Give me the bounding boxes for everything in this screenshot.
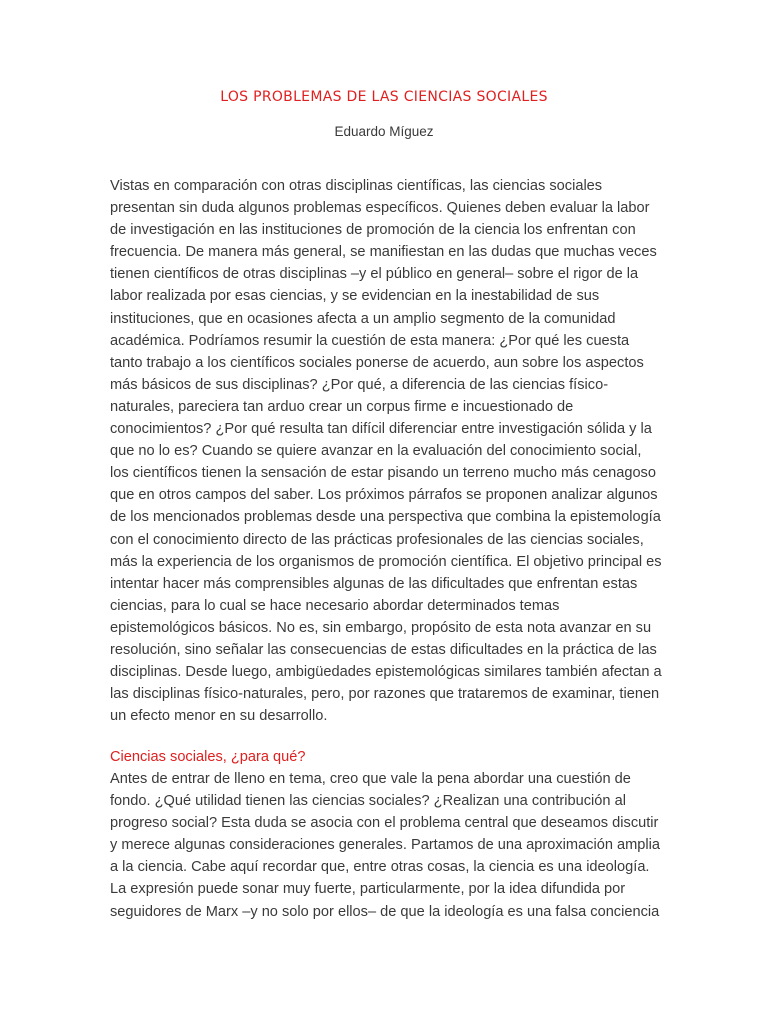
document-title: LOS PROBLEMAS DE LAS CIENCIAS SOCIALES <box>220 89 548 105</box>
section-paragraph: Antes de entrar de lleno en tema, creo que vale la pena abordar una cuestión de fondo. ¿Qué utilidad tienen las ciencias sociales? ¿Realizan una contribución al progreso social? Esta duda se asocia con el problema central que deseamos discutir y merece algunas consideraciones generales. Partamos de una aproximación amplia a la ciencia. Cabe aquí recordar que, entre otras cosas, la ciencia es una ideología. La expresión puede sonar muy fuerte, particularmente, por la idea difundida por seguidores de Marx –y no solo por ellos– de que la ideología es una falsa conciencia <box>110 771 661 920</box>
intro-paragraph: Vistas en comparación con otras disciplinas científicas, las ciencias sociales presentan sin duda algunos problemas específicos. Quienes deben evaluar la labor de investigación en las instituciones de promoción de la ciencia los enfrentan con frecuencia. De manera más general, se manifiestan en las dudas que muchas veces tienen científicos de otras disciplinas –y el público en general– sobre el rigor de la labor realizada por esas ciencias, y se evidencian en la inestabilidad de sus instituciones, que en ocasiones afecta a un amplio segmento de la comunidad académica. Podríamos resumir la cuestión de esta manera: ¿Por qué les cuesta tanto trabajo a los científicos sociales ponerse de acuerdo, aun sobre los aspectos más básicos de sus disciplinas? ¿Por qué, a diferencia de las ciencias físico-naturales, pareciera tan arduo crear un corpus firme e incuestionado de conocimientos? ¿Por qué resulta tan difícil diferenciar entre investigación sólida y la que no lo es? Cuando se quiere avanzar en la evaluación del conocimiento social, los científicos tienen la sensación de estar pisando un terreno mucho más cenagoso que en otros campos del saber. Los próximos párrafos se proponen analizar algunos de los mencionados problemas desde una perspectiva que combina la epistemología con el conocimiento directo de las prácticas profesionales de las ciencias sociales, más la experiencia de los organismos de promoción científica. El objetivo principal es intentar hacer más comprensibles algunas de las dificultades que enfrentan estas ciencias, para lo cual se hace necesario abordar determinados temas epistemológicos básicos. No es, sin embargo, propósito de esta nota avanzar en su resolución, sino señalar las consecuencias de estas dificultades en la práctica de las disciplinas. Desde luego, ambigüedades epistemológicas similares también afectan a las disciplinas físico-naturales, pero, por razones que trataremos de examinar, tienen un efecto menor en su desarrollo. <box>110 178 662 725</box>
section-heading: Ciencias sociales, ¿para qué? <box>110 749 306 765</box>
document-author: Eduardo Míguez <box>334 124 434 139</box>
